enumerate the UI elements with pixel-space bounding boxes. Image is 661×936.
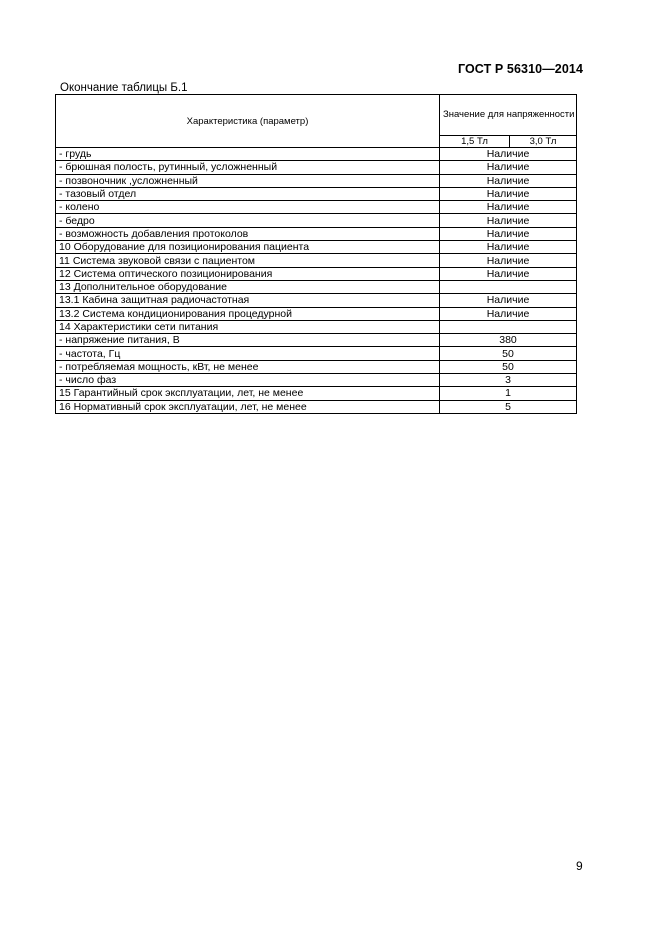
table-row (56, 280, 577, 293)
table-row (56, 227, 577, 240)
value-cell: Наличие (440, 161, 577, 174)
table-row (56, 148, 577, 161)
parameter-cell: - число фаз (56, 374, 440, 387)
value-cell (440, 320, 577, 333)
table-row (56, 334, 577, 347)
table-row (56, 241, 577, 254)
parameter-cell: - частота, Гц (56, 347, 440, 360)
column-header-1-5t: 1,5 Тл (440, 136, 510, 148)
parameter-cell: - бедро (56, 214, 440, 227)
parameter-cell: 10 Оборудование для позиционирования пациента (56, 241, 440, 254)
parameter-cell: - потребляемая мощность, кВт, не менее (56, 360, 440, 373)
spec-table (55, 94, 577, 414)
parameter-cell: - тазовый отдел (56, 187, 440, 200)
column-header-parameter: Характеристика (параметр) (56, 95, 440, 148)
parameter-cell: - брюшная полость, рутинный, усложненный (56, 161, 440, 174)
column-header-3-0t: 3,0 Тл (510, 136, 577, 148)
table-row (56, 254, 577, 267)
parameter-cell: 13.1 Кабина защитная радиочастотная (56, 294, 440, 307)
parameter-cell: 15 Гарантийный срок эксплуатации, лет, не менее (56, 387, 440, 400)
table-row (56, 174, 577, 187)
value-cell: Наличие (440, 187, 577, 200)
value-cell: Наличие (440, 148, 577, 161)
value-cell (440, 280, 577, 293)
table-row (56, 387, 577, 400)
parameter-cell: - грудь (56, 148, 440, 161)
value-cell: 50 (440, 347, 577, 360)
table-row (56, 201, 577, 214)
value-cell: 1 (440, 387, 577, 400)
table-row (56, 347, 577, 360)
value-cell: Наличие (440, 241, 577, 254)
table-row (56, 214, 577, 227)
table-row (56, 400, 577, 413)
parameter-cell: - колено (56, 201, 440, 214)
parameter-cell: 13.2 Система кондиционирования процедурной (56, 307, 440, 320)
table-row (56, 267, 577, 280)
value-cell: 5 (440, 400, 577, 413)
table-caption: Окончание таблицы Б.1 (60, 82, 188, 94)
value-cell: Наличие (440, 254, 577, 267)
value-cell: Наличие (440, 201, 577, 214)
table-row (56, 187, 577, 200)
table-row (56, 307, 577, 320)
value-cell: Наличие (440, 307, 577, 320)
parameter-cell: 16 Нормативный срок эксплуатации, лет, не менее (56, 400, 440, 413)
parameter-cell: - напряжение питания, В (56, 334, 440, 347)
table-row (56, 320, 577, 333)
value-cell: Наличие (440, 214, 577, 227)
parameter-cell: - позвоночник ,усложненный (56, 174, 440, 187)
table-row (56, 294, 577, 307)
table-row (56, 360, 577, 373)
parameter-cell: - возможность добавления протоколов (56, 227, 440, 240)
table-row (56, 374, 577, 387)
value-cell: 50 (440, 360, 577, 373)
value-cell: Наличие (440, 227, 577, 240)
value-cell: Наличие (440, 174, 577, 187)
table-row (56, 161, 577, 174)
parameter-cell: 12 Система оптического позиционирования (56, 267, 440, 280)
value-cell: 380 (440, 334, 577, 347)
column-header-value-group: Значение для напряженности (440, 95, 577, 136)
value-cell: 3 (440, 374, 577, 387)
parameter-cell: 14 Характеристики сети питания (56, 320, 440, 333)
page-number: 9 (576, 859, 583, 873)
value-cell: Наличие (440, 294, 577, 307)
parameter-cell: 13 Дополнительное оборудование (56, 280, 440, 293)
parameter-cell: 11 Система звуковой связи с пациентом (56, 254, 440, 267)
value-cell: Наличие (440, 267, 577, 280)
document-code: ГОСТ Р 56310—2014 (457, 62, 583, 76)
